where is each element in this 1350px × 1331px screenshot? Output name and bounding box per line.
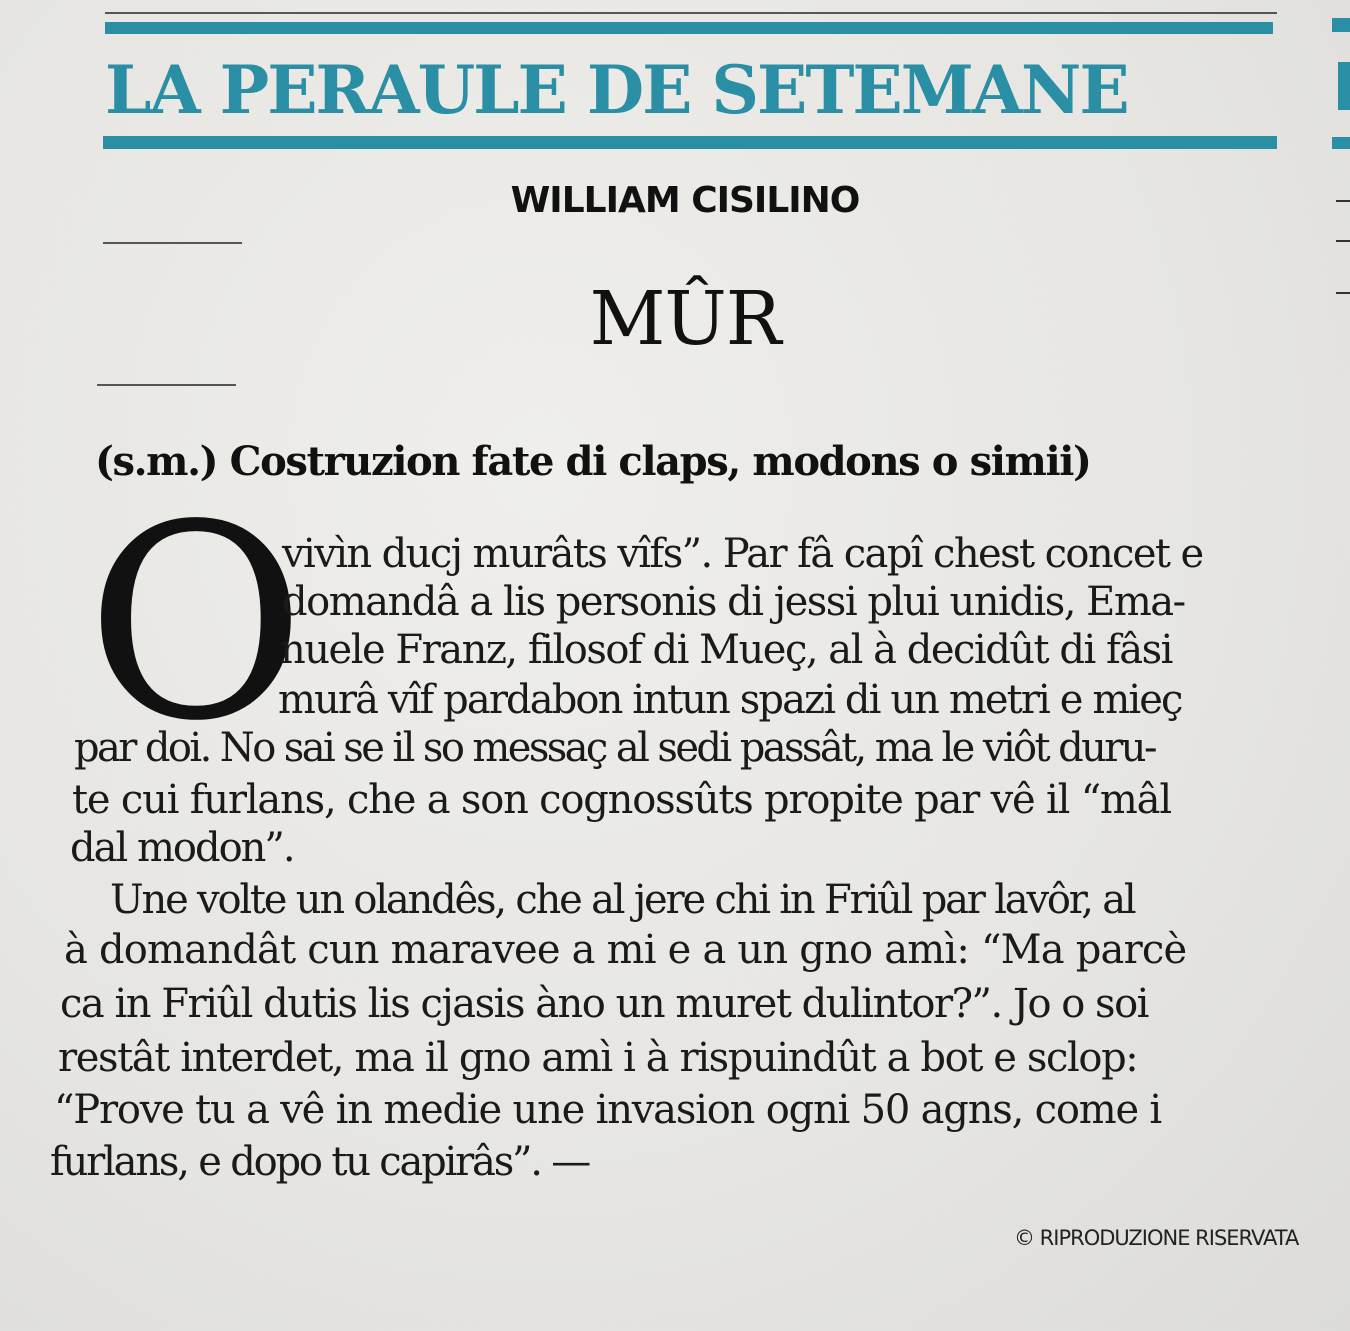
headword-rule-top	[103, 242, 242, 244]
article-line: à domandât cun maravee a mi e a un gno amì: “Ma parcè	[64, 927, 1187, 973]
article-line: domandâ a lis personis di jessi plui unidis, Ema-	[282, 579, 1185, 625]
drop-cap: O	[86, 468, 306, 780]
article-line: par doi. No sai se il so messaç al sedi passât, ma le viôt duru-	[74, 725, 1155, 771]
article-line: “Prove tu a vê in medie une invasion ogni 50 agns, come i	[54, 1087, 1162, 1133]
column-title: LA PERAULE DE SETEMANE	[105, 51, 1128, 129]
article-line: vivìn ducj murâts vîfs”. Par fâ capî chest concet e	[282, 531, 1203, 577]
article-line: furlans, e dopo tu capirâs”. —	[50, 1139, 590, 1185]
article-line: nuele Franz, filosof di Mueç, al à decidût di fâsi	[280, 627, 1172, 673]
definition-line: (s.m.) Costruzion fate di claps, modons o simii)	[95, 438, 1091, 485]
adjacent-title-fragment	[1338, 62, 1350, 110]
article-line: murâ vîf pardabon intun spazi di un metri e mieç	[278, 677, 1182, 723]
article-line: Une volte un olandês, che al jere chi in Friûl par lavôr, al	[110, 877, 1135, 923]
article-line: restât interdet, ma il gno amì i à rispuindût a bot e sclop:	[58, 1035, 1138, 1081]
headword-title: MÛR	[589, 276, 781, 362]
headword-rule-bottom	[97, 384, 236, 386]
header-bottom-rule	[103, 136, 1277, 149]
adjacent-tick	[1336, 240, 1350, 242]
copyright-notice: © RIPRODUZIONE RISERVATA	[1014, 1226, 1299, 1250]
adjacent-rule-top	[1332, 18, 1350, 32]
adjacent-rule-bottom	[1332, 137, 1350, 149]
author-byline: WILLIAM CISILINO	[510, 180, 860, 221]
header-top-rule	[105, 22, 1273, 34]
top-thin-rule	[105, 12, 1277, 14]
article-line: te cui furlans, che a son cognossûts propite par vê il “mâl	[72, 777, 1171, 823]
article-line: ca in Friûl dutis lis cjasis àno un muret dulintor?”. Jo o soi	[60, 981, 1148, 1027]
article-line: dal modon”.	[70, 825, 294, 871]
